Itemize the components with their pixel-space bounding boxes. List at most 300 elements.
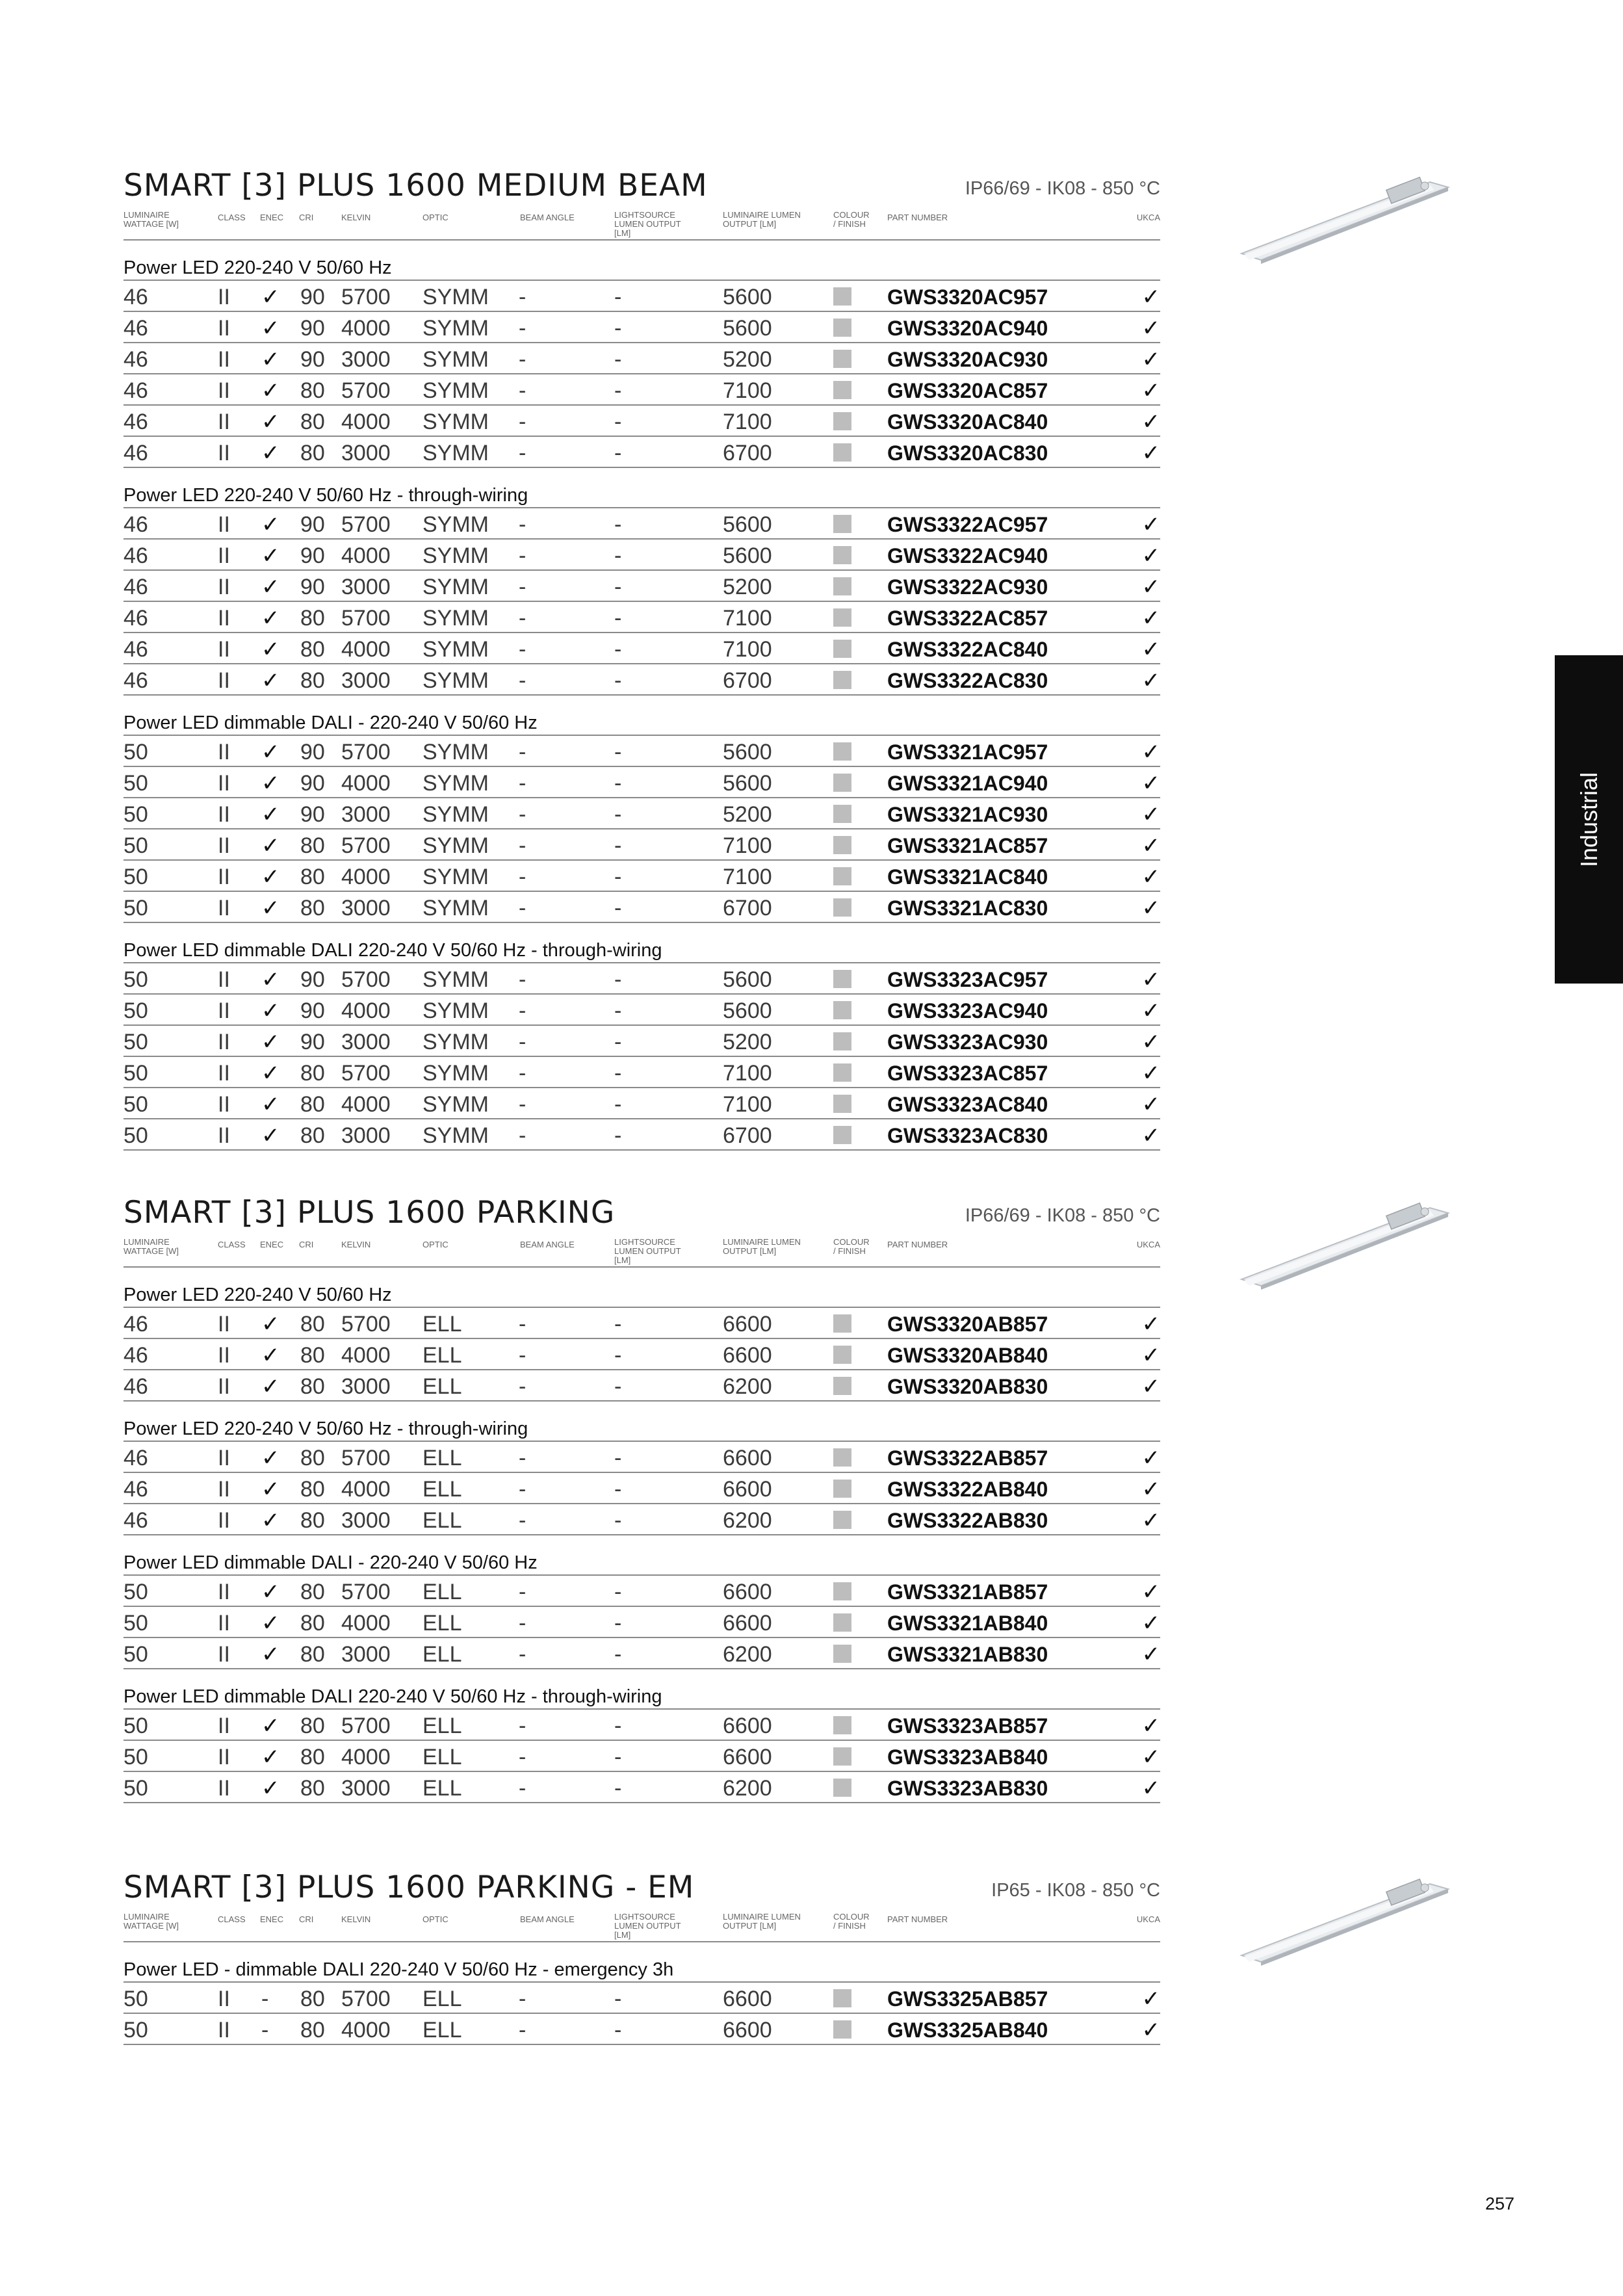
enec-cell: ✓ (261, 1123, 280, 1148)
part-number-cell: GWS3321AB830 (887, 1643, 1048, 1666)
luminaire-lumen-cell: 6600 (723, 1987, 772, 2011)
class-cell: II (218, 1446, 230, 1470)
optic-cell: SYMM (422, 606, 489, 631)
beam-angle-cell: - (519, 896, 526, 920)
optic-cell: ELL (422, 1714, 462, 1738)
beam-angle-cell: - (519, 410, 526, 434)
kelvin-cell: 4000 (341, 316, 391, 341)
optic-cell: SYMM (422, 575, 489, 599)
column-header-beam-angle: BEAM ANGLE (520, 1914, 575, 1924)
ukca-cell: ✓ (1141, 378, 1160, 403)
kelvin-cell: 5700 (341, 1714, 391, 1738)
table-row[interactable] (123, 1983, 1160, 2014)
luminaire-lumen-cell: 6600 (723, 1745, 772, 1769)
beam-angle-cell: - (519, 637, 526, 662)
luminaire-image (1235, 1872, 1456, 1970)
column-header-part-number: PART NUMBER (887, 1914, 948, 1924)
colour-finish-swatch (833, 2020, 851, 2039)
optic-cell: SYMM (422, 896, 489, 920)
kelvin-cell: 5700 (341, 1987, 391, 2011)
beam-angle-cell: - (519, 316, 526, 341)
beam-angle-cell: - (519, 833, 526, 858)
enec-cell: ✓ (261, 512, 280, 537)
enec-cell: ✓ (261, 347, 280, 372)
beam-angle-cell: - (519, 347, 526, 372)
wattage-cell: 46 (123, 606, 148, 631)
table-row[interactable] (123, 664, 1160, 696)
table-row[interactable] (123, 540, 1160, 571)
lightsource-lumen-cell: - (614, 347, 622, 372)
enec-cell: ✓ (261, 1446, 280, 1470)
colour-finish-swatch (833, 1645, 851, 1663)
wattage-cell: 50 (123, 1580, 148, 1604)
class-cell: II (218, 285, 230, 309)
lightsource-lumen-cell: - (614, 543, 622, 568)
luminaire-lumen-cell: 7100 (723, 378, 772, 403)
column-header-colour-finish: COLOUR / FINISH (833, 210, 870, 229)
table-row[interactable] (123, 1370, 1160, 1402)
enec-cell: ✓ (261, 1374, 280, 1399)
beam-angle-cell: - (519, 378, 526, 403)
beam-angle-cell: - (519, 1343, 526, 1368)
beam-angle-cell: - (519, 1030, 526, 1054)
column-header-part-number: PART NUMBER (887, 1240, 948, 1249)
kelvin-cell: 5700 (341, 606, 391, 631)
enec-cell: ✓ (261, 1714, 280, 1738)
ukca-cell: ✓ (1141, 285, 1160, 309)
luminaire-lumen-cell: 7100 (723, 606, 772, 631)
colour-finish-swatch (833, 1989, 851, 2007)
optic-cell: SYMM (422, 802, 489, 827)
colour-finish-swatch (833, 381, 851, 399)
class-cell: II (218, 771, 230, 796)
table-row[interactable] (123, 767, 1160, 798)
part-number-cell: GWS3323AC840 (887, 1093, 1048, 1116)
part-number-cell: GWS3322AC940 (887, 544, 1048, 567)
lightsource-lumen-cell: - (614, 285, 622, 309)
table-row[interactable] (123, 1710, 1160, 1741)
table-row[interactable] (123, 406, 1160, 437)
kelvin-cell: 5700 (341, 833, 391, 858)
wattage-cell: 46 (123, 1343, 148, 1368)
class-cell: II (218, 1642, 230, 1667)
cri-cell: 80 (300, 1611, 325, 1636)
enec-cell: ✓ (261, 441, 280, 465)
lightsource-lumen-cell: - (614, 802, 622, 827)
lightsource-lumen-cell: - (614, 1580, 622, 1604)
class-cell: II (218, 543, 230, 568)
optic-cell: SYMM (422, 865, 489, 889)
beam-angle-cell: - (519, 1987, 526, 2011)
table-row[interactable] (123, 2014, 1160, 2045)
optic-cell: ELL (422, 1745, 462, 1769)
column-header-lightsource-lumen: LIGHTSOURCE LUMEN OUTPUT [LM] (614, 1912, 681, 1940)
colour-finish-swatch (833, 1511, 851, 1529)
class-cell: II (218, 1745, 230, 1769)
kelvin-cell: 3000 (341, 575, 391, 599)
enec-cell: ✓ (261, 1745, 280, 1769)
enec-cell: ✓ (261, 865, 280, 889)
column-header-beam-angle: BEAM ANGLE (520, 213, 575, 222)
enec-cell: ✓ (261, 575, 280, 599)
lightsource-lumen-cell: - (614, 316, 622, 341)
section-header (123, 168, 1160, 207)
enec-cell: ✓ (261, 410, 280, 434)
column-header-lightsource-lumen: LIGHTSOURCE LUMEN OUTPUT [LM] (614, 210, 681, 238)
kelvin-cell: 4000 (341, 2018, 391, 2042)
lightsource-lumen-cell: - (614, 1312, 622, 1337)
lightsource-lumen-cell: - (614, 1123, 622, 1148)
cri-cell: 90 (300, 998, 325, 1023)
luminaire-lumen-cell: 6200 (723, 1642, 772, 1667)
part-number-cell: GWS3321AC930 (887, 803, 1048, 826)
part-number-cell: GWS3320AC840 (887, 410, 1048, 434)
ukca-cell: ✓ (1141, 865, 1160, 889)
class-cell: II (218, 1776, 230, 1801)
ukca-cell: ✓ (1141, 967, 1160, 992)
table-row[interactable] (123, 798, 1160, 829)
colour-finish-swatch (833, 867, 851, 885)
beam-angle-cell: - (519, 512, 526, 537)
colour-finish-swatch (833, 671, 851, 689)
part-number-cell: GWS3320AB840 (887, 1344, 1048, 1367)
table-row[interactable] (123, 861, 1160, 892)
luminaire-lumen-cell: 6600 (723, 1446, 772, 1470)
kelvin-cell: 4000 (341, 410, 391, 434)
optic-cell: SYMM (422, 1123, 489, 1148)
luminaire-lumen-cell: 6700 (723, 896, 772, 920)
column-header-class: CLASS (218, 1914, 246, 1924)
part-number-cell: GWS3321AC940 (887, 772, 1048, 795)
beam-angle-cell: - (519, 1312, 526, 1337)
table-row[interactable] (123, 1442, 1160, 1473)
optic-cell: SYMM (422, 1061, 489, 1086)
optic-cell: SYMM (422, 1092, 489, 1117)
section-spec: IP66/69 - IK08 - 850 °C (965, 178, 1160, 199)
beam-angle-cell: - (519, 1580, 526, 1604)
ukca-cell: ✓ (1141, 1123, 1160, 1148)
luminaire-lumen-cell: 5600 (723, 967, 772, 992)
part-number-cell: GWS3322AB830 (887, 1509, 1048, 1532)
table-row[interactable] (123, 829, 1160, 861)
wattage-cell: 50 (123, 2018, 148, 2042)
lightsource-lumen-cell: - (614, 378, 622, 403)
ukca-cell: ✓ (1141, 1714, 1160, 1738)
column-header-row (123, 1238, 1160, 1268)
class-cell: II (218, 441, 230, 465)
enec-cell: ✓ (261, 740, 280, 764)
part-number-cell: GWS3322AC957 (887, 513, 1048, 536)
class-cell: II (218, 1312, 230, 1337)
side-tab-industrial[interactable] (1555, 655, 1623, 984)
part-number-cell: GWS3320AC940 (887, 317, 1048, 340)
table-row[interactable] (123, 1504, 1160, 1535)
section-title: SMART [3] PLUS 1600 PARKING - EM (123, 1870, 695, 1905)
kelvin-cell: 3000 (341, 1508, 391, 1533)
ukca-cell: ✓ (1141, 1745, 1160, 1769)
luminaire-lumen-cell: 6600 (723, 2018, 772, 2042)
wattage-cell: 50 (123, 1987, 148, 2011)
lightsource-lumen-cell: - (614, 1343, 622, 1368)
luminaire-lumen-cell: 6600 (723, 1714, 772, 1738)
beam-angle-cell: - (519, 575, 526, 599)
table-row[interactable] (123, 1088, 1160, 1119)
optic-cell: SYMM (422, 967, 489, 992)
wattage-cell: 46 (123, 410, 148, 434)
part-number-cell: GWS3323AB857 (887, 1714, 1048, 1738)
table-row[interactable] (123, 736, 1160, 767)
wattage-cell: 46 (123, 1508, 148, 1533)
colour-finish-swatch (833, 805, 851, 823)
part-number-cell: GWS3322AC857 (887, 607, 1048, 630)
cri-cell: 80 (300, 378, 325, 403)
optic-cell: SYMM (422, 1030, 489, 1054)
cri-cell: 80 (300, 1446, 325, 1470)
optic-cell: SYMM (422, 441, 489, 465)
lightsource-lumen-cell: - (614, 512, 622, 537)
cri-cell: 80 (300, 833, 325, 858)
column-header-kelvin: KELVIN (341, 213, 371, 222)
product-group (123, 1678, 1160, 1803)
table-row[interactable] (123, 633, 1160, 664)
kelvin-cell: 4000 (341, 1343, 391, 1368)
part-number-cell: GWS3322AB857 (887, 1446, 1048, 1470)
class-cell: II (218, 575, 230, 599)
ukca-cell: ✓ (1141, 802, 1160, 827)
column-header-cri: CRI (299, 213, 314, 222)
section-medium-beam (123, 168, 1160, 1151)
enec-cell: ✓ (261, 998, 280, 1023)
colour-finish-swatch (833, 1448, 851, 1467)
table-row[interactable] (123, 1741, 1160, 1772)
kelvin-cell: 4000 (341, 1611, 391, 1636)
class-cell: II (218, 1508, 230, 1533)
enec-cell: ✓ (261, 1061, 280, 1086)
table-row[interactable] (123, 1772, 1160, 1803)
wattage-cell: 46 (123, 1312, 148, 1337)
colour-finish-swatch (833, 412, 851, 430)
lightsource-lumen-cell: - (614, 1092, 622, 1117)
wattage-cell: 46 (123, 637, 148, 662)
ukca-cell: ✓ (1141, 1508, 1160, 1533)
column-header-row (123, 211, 1160, 241)
wattage-cell: 46 (123, 668, 148, 693)
enec-cell: ✓ (261, 771, 280, 796)
optic-cell: SYMM (422, 543, 489, 568)
class-cell: II (218, 1987, 230, 2011)
wattage-cell: 50 (123, 833, 148, 858)
enec-cell: ✓ (261, 833, 280, 858)
beam-angle-cell: - (519, 285, 526, 309)
group-title: Power LED dimmable DALI 220-240 V 50/60 Hz - through-wiring (123, 1678, 1160, 1710)
cri-cell: 80 (300, 1987, 325, 2011)
column-header-part-number: PART NUMBER (887, 213, 948, 222)
table-row[interactable] (123, 1473, 1160, 1504)
column-header-colour-finish: COLOUR / FINISH (833, 1912, 870, 1931)
luminaire-lumen-cell: 7100 (723, 833, 772, 858)
table-row[interactable] (123, 571, 1160, 602)
wattage-cell: 50 (123, 1092, 148, 1117)
table-row[interactable] (123, 963, 1160, 995)
enec-cell: ✓ (261, 1776, 280, 1801)
luminaire-lumen-cell: 7100 (723, 410, 772, 434)
section-parking-em (123, 1870, 1160, 2045)
beam-angle-cell: - (519, 967, 526, 992)
section-spec: IP65 - IK08 - 850 °C (991, 1880, 1160, 1901)
enec-cell: ✓ (261, 1030, 280, 1054)
group-title: Power LED 220-240 V 50/60 Hz - through-wiring (123, 477, 1160, 508)
ukca-cell: ✓ (1141, 512, 1160, 537)
wattage-cell: 46 (123, 347, 148, 372)
optic-cell: SYMM (422, 512, 489, 537)
table-row[interactable] (123, 1339, 1160, 1370)
part-number-cell: GWS3323AB830 (887, 1777, 1048, 1800)
ukca-cell: ✓ (1141, 771, 1160, 796)
optic-cell: SYMM (422, 316, 489, 341)
class-cell: II (218, 1123, 230, 1148)
luminaire-lumen-cell: 7100 (723, 637, 772, 662)
cri-cell: 80 (300, 1580, 325, 1604)
ukca-cell: ✓ (1141, 668, 1160, 693)
luminaire-lumen-cell: 7100 (723, 1061, 772, 1086)
column-header-class: CLASS (218, 1240, 246, 1249)
wattage-cell: 46 (123, 1446, 148, 1470)
table-row[interactable] (123, 602, 1160, 633)
class-cell: II (218, 833, 230, 858)
ukca-cell: ✓ (1141, 347, 1160, 372)
kelvin-cell: 3000 (341, 1123, 391, 1148)
table-row[interactable] (123, 1308, 1160, 1339)
colour-finish-swatch (833, 1032, 851, 1050)
colour-finish-swatch (833, 1716, 851, 1734)
cri-cell: 80 (300, 1092, 325, 1117)
product-group (123, 250, 1160, 468)
table-row[interactable] (123, 1638, 1160, 1669)
luminaire-lumen-cell: 5200 (723, 802, 772, 827)
table-row[interactable] (123, 312, 1160, 343)
section-title: SMART [3] PLUS 1600 MEDIUM BEAM (123, 168, 708, 203)
wattage-cell: 50 (123, 740, 148, 764)
lightsource-lumen-cell: - (614, 1061, 622, 1086)
part-number-cell: GWS3321AC857 (887, 834, 1048, 857)
kelvin-cell: 3000 (341, 347, 391, 372)
kelvin-cell: 5700 (341, 378, 391, 403)
column-header-wattage: LUMINAIRE WATTAGE [W] (123, 1912, 179, 1931)
enec-cell: ✓ (261, 1642, 280, 1667)
part-number-cell: GWS3321AB840 (887, 1611, 1048, 1635)
cri-cell: 90 (300, 543, 325, 568)
luminaire-image (1235, 170, 1456, 268)
wattage-cell: 50 (123, 1642, 148, 1667)
table-row[interactable] (123, 1026, 1160, 1057)
colour-finish-swatch (833, 1001, 851, 1019)
table-row[interactable] (123, 437, 1160, 468)
wattage-cell: 50 (123, 1123, 148, 1148)
colour-finish-swatch (833, 1582, 851, 1600)
lightsource-lumen-cell: - (614, 1508, 622, 1533)
beam-angle-cell: - (519, 771, 526, 796)
lightsource-lumen-cell: - (614, 967, 622, 992)
wattage-cell: 46 (123, 512, 148, 537)
luminaire-lumen-cell: 5200 (723, 347, 772, 372)
wattage-cell: 50 (123, 1611, 148, 1636)
column-header-luminaire-lumen: LUMINAIRE LUMEN OUTPUT [LM] (723, 1237, 801, 1256)
table-row[interactable] (123, 892, 1160, 923)
enec-cell: ✓ (261, 285, 280, 309)
part-number-cell: GWS3320AC830 (887, 441, 1048, 465)
table-row[interactable] (123, 995, 1160, 1026)
class-cell: II (218, 1611, 230, 1636)
colour-finish-swatch (833, 608, 851, 627)
table-row[interactable] (123, 1119, 1160, 1151)
optic-cell: ELL (422, 1642, 462, 1667)
cri-cell: 80 (300, 1312, 325, 1337)
table-row[interactable] (123, 508, 1160, 540)
kelvin-cell: 5700 (341, 740, 391, 764)
optic-cell: SYMM (422, 833, 489, 858)
column-header-luminaire-lumen: LUMINAIRE LUMEN OUTPUT [LM] (723, 210, 801, 229)
beam-angle-cell: - (519, 543, 526, 568)
table-row[interactable] (123, 1057, 1160, 1088)
product-group (123, 477, 1160, 696)
part-number-cell: GWS3320AC957 (887, 285, 1048, 309)
table-row[interactable] (123, 343, 1160, 374)
lightsource-lumen-cell: - (614, 1745, 622, 1769)
part-number-cell: GWS3321AC840 (887, 865, 1048, 889)
table-row[interactable] (123, 1607, 1160, 1638)
colour-finish-swatch (833, 836, 851, 854)
class-cell: II (218, 2018, 230, 2042)
cri-cell: 80 (300, 865, 325, 889)
column-header-wattage: LUMINAIRE WATTAGE [W] (123, 210, 179, 229)
column-header-enec: ENEC (260, 213, 284, 222)
section-header (123, 1870, 1160, 1909)
wattage-cell: 50 (123, 998, 148, 1023)
class-cell: II (218, 410, 230, 434)
ukca-cell: ✓ (1141, 637, 1160, 662)
table-row[interactable] (123, 1576, 1160, 1607)
enec-cell: ✓ (261, 637, 280, 662)
part-number-cell: GWS3325AB857 (887, 1987, 1048, 2011)
lightsource-lumen-cell: - (614, 1446, 622, 1470)
kelvin-cell: 4000 (341, 637, 391, 662)
luminaire-lumen-cell: 5600 (723, 740, 772, 764)
table-row[interactable] (123, 281, 1160, 312)
luminaire-lumen-cell: 7100 (723, 1092, 772, 1117)
kelvin-cell: 5700 (341, 1061, 391, 1086)
wattage-cell: 46 (123, 441, 148, 465)
wattage-cell: 46 (123, 575, 148, 599)
luminaire-lumen-cell: 5600 (723, 316, 772, 341)
wattage-cell: 50 (123, 1061, 148, 1086)
class-cell: II (218, 1092, 230, 1117)
class-cell: II (218, 1580, 230, 1604)
cri-cell: 80 (300, 637, 325, 662)
class-cell: II (218, 865, 230, 889)
colour-finish-swatch (833, 546, 851, 564)
kelvin-cell: 4000 (341, 998, 391, 1023)
beam-angle-cell: - (519, 1714, 526, 1738)
column-header-kelvin: KELVIN (341, 1240, 371, 1249)
luminaire-lumen-cell: 7100 (723, 865, 772, 889)
group-title: Power LED 220-240 V 50/60 Hz (123, 250, 1160, 281)
table-row[interactable] (123, 374, 1160, 406)
ukca-cell: ✓ (1141, 998, 1160, 1023)
kelvin-cell: 3000 (341, 802, 391, 827)
optic-cell: ELL (422, 1987, 462, 2011)
wattage-cell: 46 (123, 543, 148, 568)
optic-cell: ELL (422, 1776, 462, 1801)
